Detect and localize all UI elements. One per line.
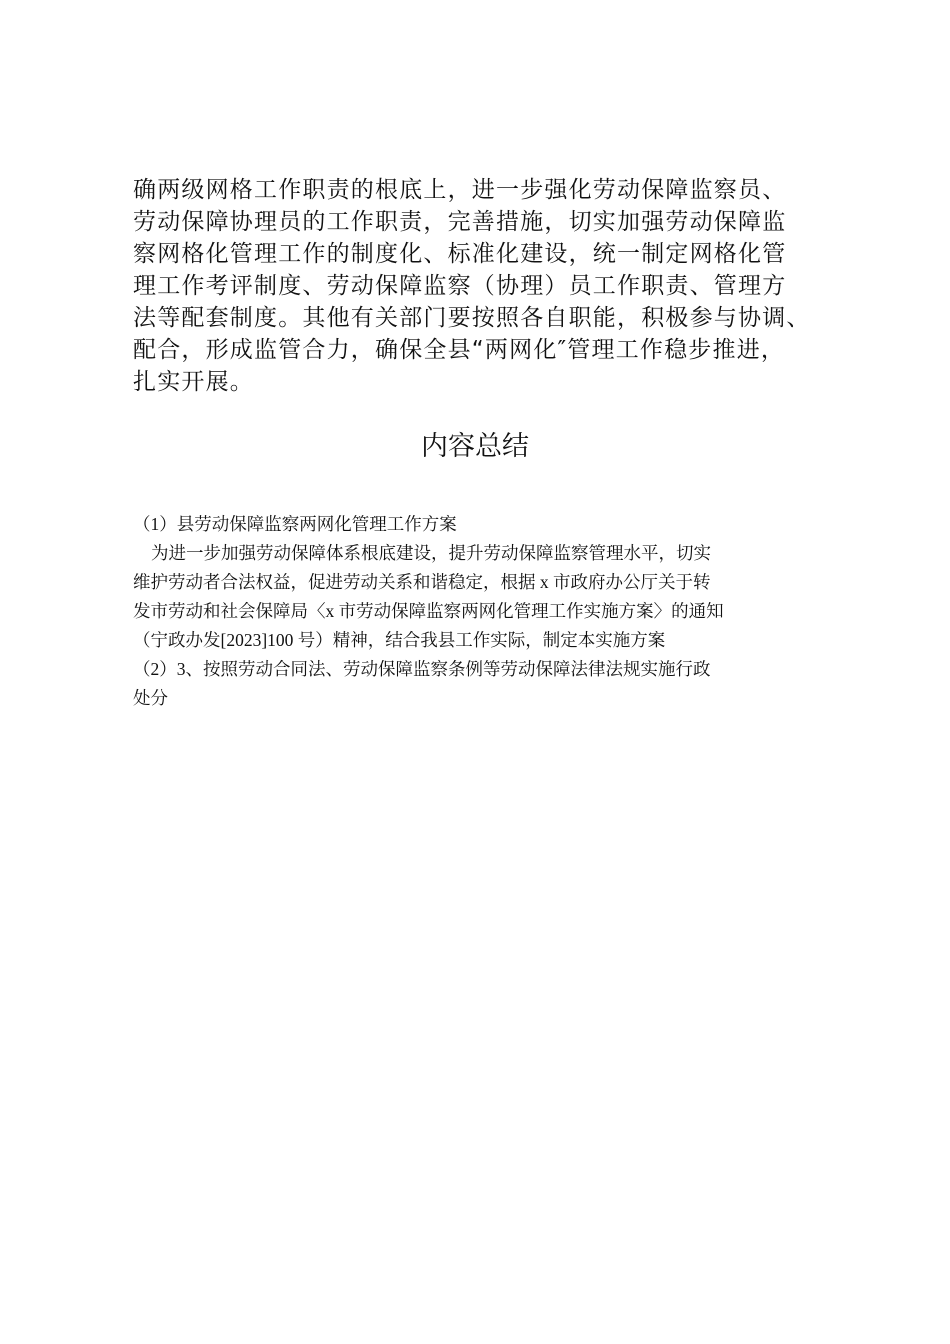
body-line: 劳动保障协理员的工作职责，完善措施，切实加强劳动保障监	[133, 209, 787, 235]
summary-line: （2）3、按照劳动合同法、劳动保障监察条例等劳动保障法律法规实施行政	[133, 659, 711, 679]
summary-line: 发市劳动和社会保障局〈x 市劳动保障监察两网化管理工作实施方案〉的通知	[133, 601, 724, 621]
body-line: 扎实开展。	[133, 369, 254, 395]
body-line: 法等配套制度。其他有关部门要按照各自职能，积极参与协调、	[133, 305, 811, 331]
body-paragraph	[133, 174, 833, 398]
body-line: 确两级网格工作职责的根底上，进一步强化劳动保障监察员、	[133, 177, 787, 203]
summary-section	[133, 510, 833, 713]
summary-heading: 内容总结	[421, 431, 529, 462]
summary-line: 维护劳动者合法权益，促进劳动关系和谐稳定，根据 x 市政府办公厅关于转	[133, 572, 711, 592]
body-line: 配合，形成监管合力，确保全县“两网化″管理工作稳步推进，	[133, 337, 786, 363]
body-line: 察网格化管理工作的制度化、标准化建设，统一制定网格化管	[133, 241, 787, 267]
summary-line: （宁政办发[2023]100 号）精神，结合我县工作实际，制定本实施方案	[133, 630, 666, 650]
body-line: 理工作考评制度、劳动保障监察（协理）员工作职责、管理方	[133, 273, 787, 299]
summary-line: （1）县劳动保障监察两网化管理工作方案	[133, 514, 457, 534]
summary-line: 处分	[133, 688, 168, 708]
summary-line: 为进一步加强劳动保障体系根底建设，提升劳动保障监察管理水平，切实	[151, 543, 711, 563]
